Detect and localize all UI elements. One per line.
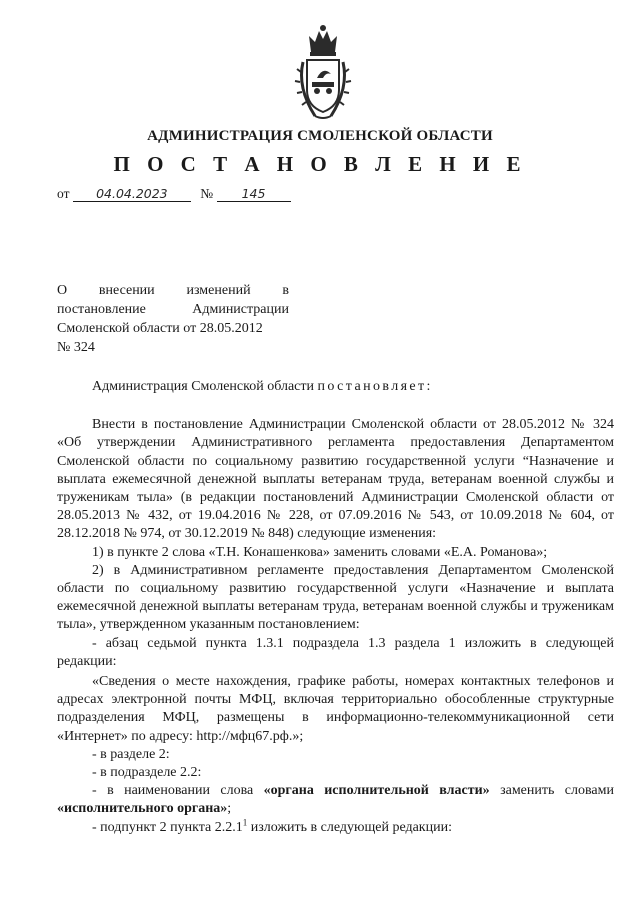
document-date: 04.04.2023: [73, 186, 191, 202]
subject-line: Смоленской области от 28.05.2012: [57, 321, 263, 336]
preamble-text: Администрация Смоленской области: [92, 379, 318, 394]
document-number: 145: [217, 186, 291, 202]
subject-line: постановление Администрации: [57, 302, 289, 317]
preamble: [57, 378, 614, 396]
document-requisites: [57, 186, 291, 202]
text-run: изложить в следующей редакции:: [247, 819, 452, 835]
quoted-paragraph: «Сведения о месте нахождения, графике работы, номерах контактных телефонов и адресах электронной почты МФЦ, включая территориально обособленные структурные подразделения МФЦ, размещены в информационно-телекоммуникационной сети «Интернет» по адресу: http://мфц67.рф.»;: [57, 674, 614, 744]
paragraph: [57, 819, 614, 837]
subject-line: О внесении изменений в: [57, 283, 289, 298]
subject-line: № 324: [57, 340, 95, 355]
document-type: П О С Т А Н О В Л Е Н И Е: [113, 152, 527, 176]
bold-text: «исполнительного органа»: [57, 801, 228, 817]
preamble-verb: постановляет:: [317, 379, 433, 394]
date-label: от: [57, 186, 70, 201]
document-subject: [57, 281, 289, 357]
text-run: заменить словами: [489, 783, 614, 799]
number-label: №: [200, 186, 214, 201]
paragraph: - в подразделе 2.2:: [92, 765, 202, 781]
text-run: - в наименовании слова: [92, 783, 264, 799]
organization-name: АДМИНИСТРАЦИЯ СМОЛЕНСКОЙ ОБЛАСТИ: [147, 128, 493, 144]
superscript: 1: [242, 817, 248, 828]
text-run: ;: [227, 801, 232, 817]
paragraph: 1) в пункте 2 слова «Т.Н. Конашенкова» заменить словами «Е.А. Романова»;: [92, 544, 548, 560]
paragraph: [57, 782, 614, 818]
smolensk-coat-of-arms-icon: [293, 22, 353, 124]
document-body: [57, 378, 614, 837]
bold-text: «органа исполнительной власти»: [263, 783, 490, 799]
paragraph: Внести в постановление Администрации Смоленской области от 28.05.2012 № 324 «Об утверждении Административного регламента предоставления Департаментом Смоленской области по социальному развитию государственной услуги “Назначение и выплата ежемесячной денежной выплаты ветеранам труда, ветеранам военной службы и труженикам тыла» (в редакции постановлений Администрации Смоленской области от 28.05.2013 № 432, от 19.04.2016 № 228, от 07.09.2016 № 543, от 10.09.2018 № 604, от 28.12.2018 № 974, от 30.12.2019 № 848) следующие изменения:: [57, 417, 614, 542]
paragraph: 2) в Административном регламенте предоставления Департаментом Смоленской области по социальному развитию государственной услуги «Назначение и выплата ежемесячной денежной выплаты ветеранам труда, ветеранам военной службы и труженикам тыла», утвержденном указанным постановлением:: [57, 562, 614, 633]
paragraph: - в разделе 2:: [92, 746, 170, 762]
text-run: - подпункт 2 пункта 2.2.1: [92, 819, 243, 835]
paragraph: - абзац седьмой пункта 1.3.1 подраздела 1.3 раздела 1 изложить в следующей редакции:: [57, 635, 614, 669]
